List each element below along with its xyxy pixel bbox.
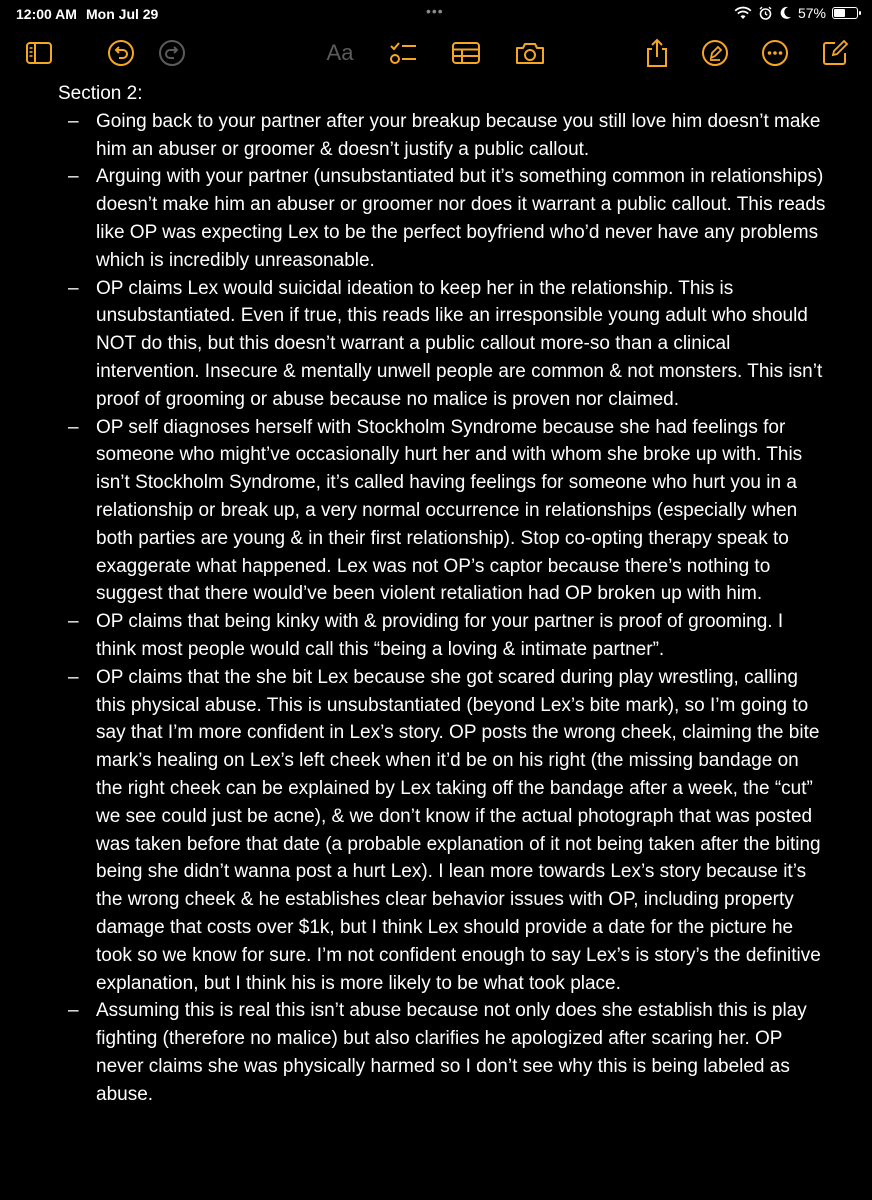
checklist-icon[interactable] (386, 38, 420, 68)
dash-bullet: – (68, 110, 79, 132)
status-bar (0, 0, 872, 28)
status-time: 12:00 AM (16, 6, 77, 22)
text-format-icon: Aa (326, 40, 354, 65)
list-item: – Arguing with your partner (unsubstantiated but it’s something common in relationships) doesn’t make him an abuser or groomer nor does it warrant a public callout. This reads like OP was expecting Lex to be the perfect boyfriend who’d never have any problems which is incredibly unreasonable. (58, 163, 828, 274)
dash-bullet: – (68, 166, 79, 188)
status-date: Mon Jul 29 (86, 6, 159, 22)
camera-icon[interactable] (513, 38, 547, 68)
dash-bullet: – (68, 277, 79, 299)
markup-pen-icon[interactable] (698, 38, 732, 68)
dash-bullet: – (68, 611, 79, 633)
more-icon[interactable] (758, 38, 792, 68)
battery-percent: 57% (797, 5, 826, 21)
list-item: – OP claims that being kinky with & providing for your partner is proof of grooming. I think most people would call this “being a loving & intimate partner”. (58, 608, 828, 664)
moon-icon (779, 6, 792, 20)
list-item: – OP self diagnoses herself with Stockholm Syndrome because she had feelings for someone who might’ve occasionally hurt her and with whom she broke up with. This isn’t Stockholm Syndrome, it’s called having feelings for someone who hurt you in a relationship or break up, a very normal occurrence in relationships (especially when both parties are young & in their first relationship). Stop co-opting therapy speak to exaggerate what happened. Lex was not OP’s captor because there’s nothing to suggest that there would’ve been violent retaliation had OP broken up with him. (58, 414, 828, 609)
text-format-button[interactable] (320, 38, 360, 68)
multitasking-dots-icon[interactable]: ••• (426, 3, 444, 19)
sidebar-icon[interactable] (22, 38, 56, 68)
dash-bullet: – (68, 666, 79, 688)
undo-icon[interactable] (104, 38, 138, 68)
battery-icon (832, 7, 858, 19)
notes-toolbar (0, 30, 872, 76)
wifi-icon (734, 6, 752, 20)
redo-icon[interactable] (155, 38, 189, 68)
list-item: – OP claims that the she bit Lex because she got scared during play wrestling, calling this physical abuse. This is unsubstantiated (beyond Lex’s bite mark), so I’m going to say that I’m more confident in Lex’s story. OP posts the wrong cheek, claiming the bite mark’s healing on Lex’s left cheek when it’d be on his right (the missing bandage on the right cheek can be explained by Lex taking off the bandage after a week, the “cut” we see could just be acne), & we don’t know if the actual photograph that was posted was taken before that date (a probable explanation of it not being taken after the biting being she didn’t wanna post a hurt Lex). I lean more towards Lex’s story because it’s the wrong cheek & he establishes clear behavior issues with OP, including property damage that costs over $1k, but I think Lex should provide a date for the picture he took so we know for sure. I’m not confident enough to say Lex’s is story’s the definitive explanation, but I think his is more likely to be what took place. (58, 664, 828, 998)
dash-bullet: – (68, 416, 79, 438)
bullet-list (58, 108, 828, 1109)
compose-icon[interactable] (818, 38, 852, 68)
share-icon[interactable] (640, 38, 674, 68)
status-right (734, 5, 858, 21)
note-body[interactable] (58, 80, 828, 1108)
table-icon[interactable] (449, 38, 483, 68)
section-title: Section 2: (58, 83, 143, 104)
list-item: – Going back to your partner after your breakup because you still love him doesn’t make him an abuser or groomer & doesn’t justify a public callout. (58, 108, 828, 164)
dash-bullet: – (68, 1000, 79, 1022)
list-item: – Assuming this is real this isn’t abuse because not only does she establish this is play fighting (therefore no malice) but also clarifies he apologized after scaring her. OP never claims she was physically harmed so I don’t see why this is being labeled as abuse. (58, 997, 828, 1108)
list-item: – OP claims Lex would suicidal ideation to keep her in the relationship. This is unsubstantiated. Even if true, this reads like an irresponsible young adult who should NOT do this, but this doesn’t warrant a public callout more-so than a clinical intervention. Insecure & mentally unwell people are common & not monsters. This isn’t proof of grooming or abuse because no malice is proven nor claimed. (58, 275, 828, 414)
alarm-icon (758, 6, 773, 21)
